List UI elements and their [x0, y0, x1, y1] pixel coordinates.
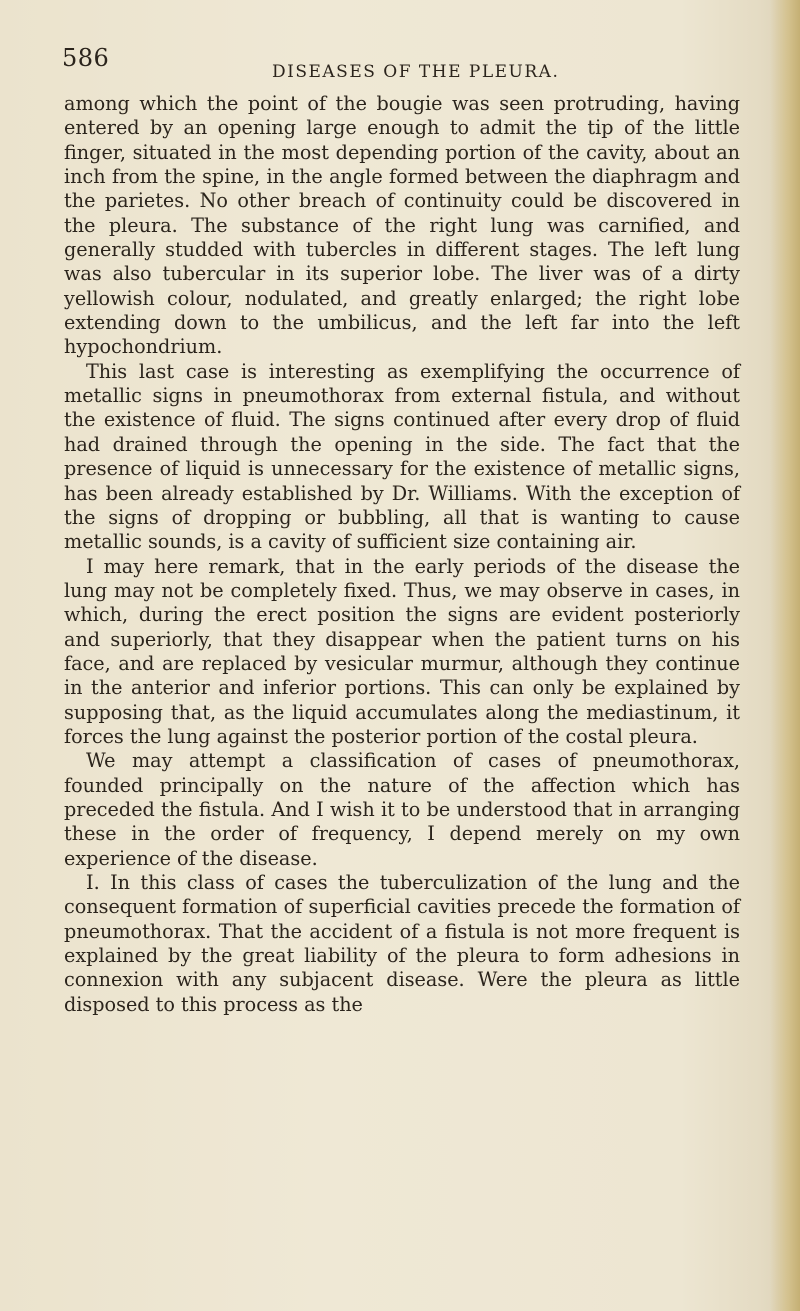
paragraph: This last case is interesting as exemplifying the occurrence of metallic signs in pneumothorax from external fistula, and without the existence of fluid. The signs continued after every drop of fluid had drained through the opening in the side. The fact that the presence of liquid is unnecessary for the existence of metallic signs, has been already established by Dr. Williams. With the exception of the signs of dropping or bubbling, all that is wanting to cause metallic sounds, is a cavity of sufficient size containing air.	[64, 359, 740, 554]
paragraph: I may here remark, that in the early periods of the disease the lung may not be completely fixed. Thus, we may observe in cases, in which, during the erect position the signs are evident posteriorly and superiorly, that they disappear when the patient turns on his face, and are replaced by vesicular murmur, although they continue in the anterior and inferior portions. This can only be explained by supposing that, as the liquid accumulates along the mediastinum, it forces the lung against the posterior portion of the costal pleura.	[64, 554, 740, 748]
paragraph-continued: among which the point of the bougie was seen protruding, having entered by an opening large enough to admit the tip of the little finger, situated in the most depending portion of the cavity, about an inch from the spine, in the angle formed between the diaphragm and the parietes. No other breach of continuity could be discovered in the pleura. The substance of the right lung was carnified, and generally studded with tubercles in different stages. The left lung was also tubercular in its superior lobe. The liver was of a dirty yellowish colour, nodulated, and greatly enlarged; the right lobe extending down to the umbilicus, and the left far into the left hypochondrium.	[64, 92, 740, 359]
running-header	[62, 40, 742, 80]
page-number: 586	[62, 44, 110, 72]
paragraph: I. In this class of cases the tuberculization of the lung and the consequent formation of superficial cavities precede the formation of pneumothorax. That the accident of a fistula is not more frequent is explained by the great liability of the pleura to form adhesions in connexion with any subjacent disease. Were the pleura as little disposed to this process as the	[64, 871, 740, 1016]
paragraph: We may attempt a classification of cases of pneumothorax, founded principally on the nature of the affection which has preceded the fistula. And I wish it to be understood that in arranging these in the order of frequency, I depend merely on my own experience of the disease.	[64, 749, 740, 870]
page-edge-shading	[770, 0, 800, 1311]
running-title: DISEASES OF THE PLEURA.	[272, 62, 560, 82]
body-text	[64, 92, 740, 1017]
